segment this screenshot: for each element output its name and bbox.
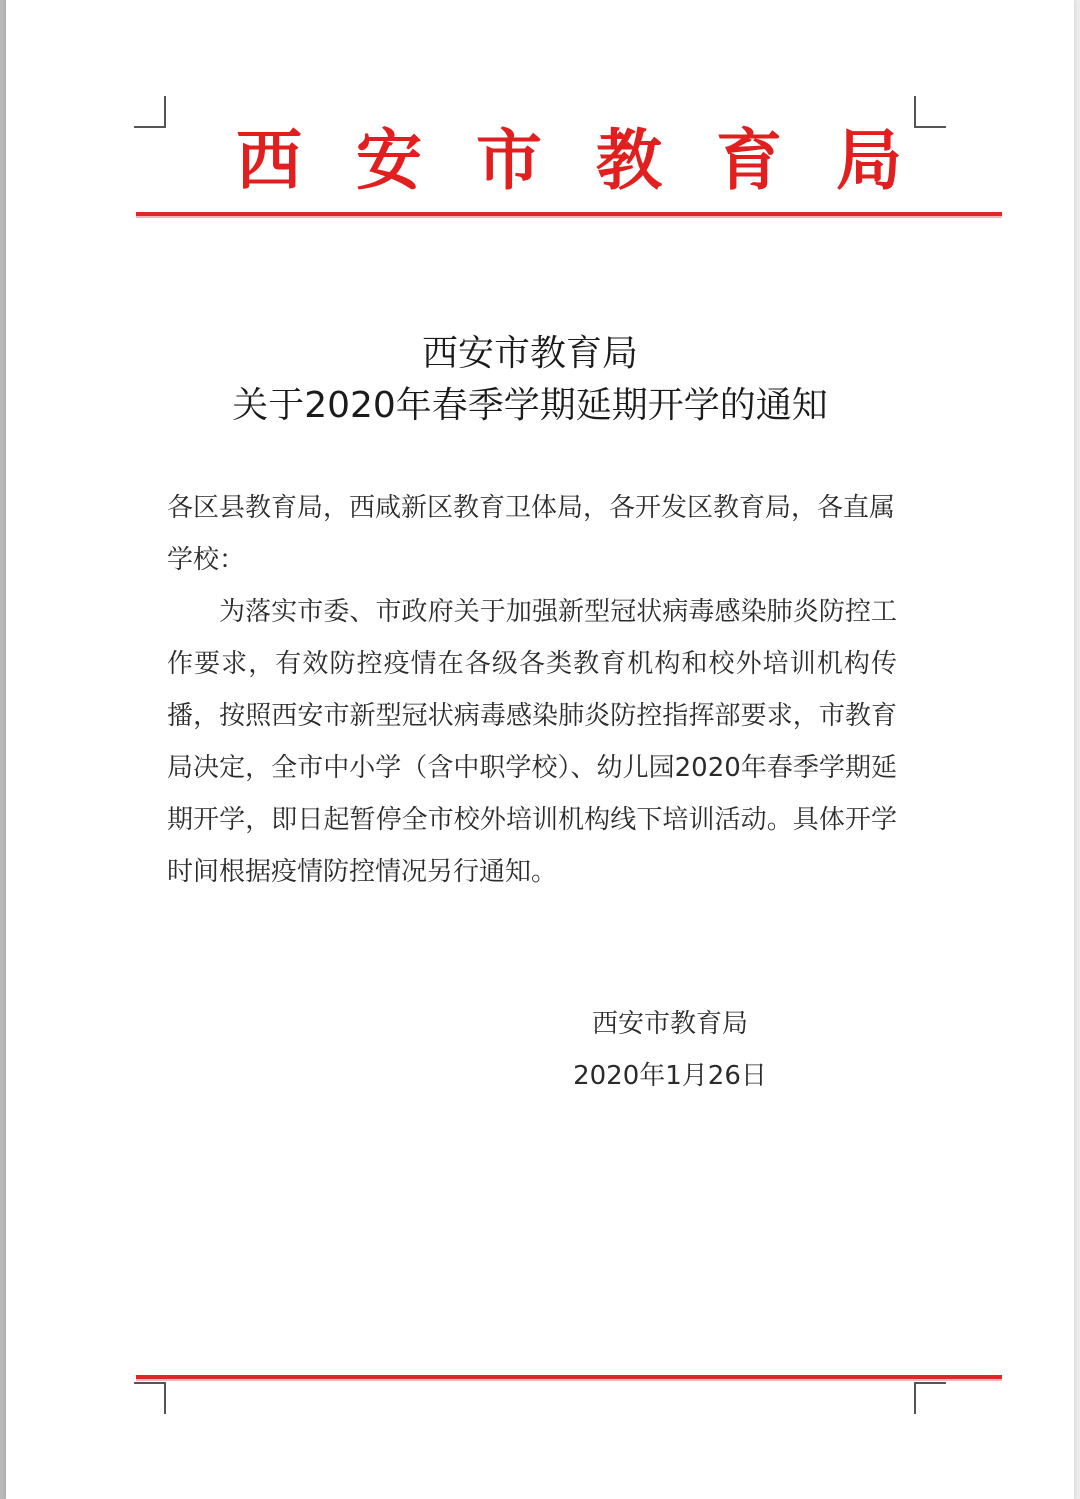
notice-body: 为落实市委、市政府关于加强新型冠状病毒感染肺炎防控工作要求，有效防控疫情在各级各类教育机构和校外培训机构传播，按照西安市新型冠状病毒感染肺炎防控指挥部要求，市教育局决定，全市中小学（含中职学校）、幼儿园2020年春季学期延期开学，即日起暂停全市校外培训机构线下培训活动。具体开学时间根据疫情防控情况另行通知。 xyxy=(167,597,897,887)
letterhead-char: 局 xyxy=(836,121,902,199)
letterhead-char: 育 xyxy=(716,121,782,199)
signature-date: 2020年1月26日 xyxy=(573,1061,767,1091)
crop-mark-bottom-right xyxy=(914,1382,946,1414)
signature-org: 西安市教育局 xyxy=(591,1009,748,1039)
letterhead-org-name xyxy=(136,118,1002,202)
footer-red-rule xyxy=(136,1375,1002,1379)
notice-title-org: 西安市教育局 xyxy=(421,333,638,374)
notice-salutation: 各区县教育局，西咸新区教育卫体局，各开发区教育局，各直属学校： xyxy=(167,493,896,575)
notice-title-subject: 关于2020年春季学期延期开学的通知 xyxy=(232,385,828,426)
letterhead-char: 西 xyxy=(236,121,302,199)
crop-mark-bottom-left xyxy=(134,1382,166,1414)
letterhead-char: 安 xyxy=(356,121,422,199)
letterhead-char: 市 xyxy=(476,121,542,199)
letterhead-char: 教 xyxy=(596,121,662,199)
letterhead-red-rule xyxy=(136,212,1002,216)
